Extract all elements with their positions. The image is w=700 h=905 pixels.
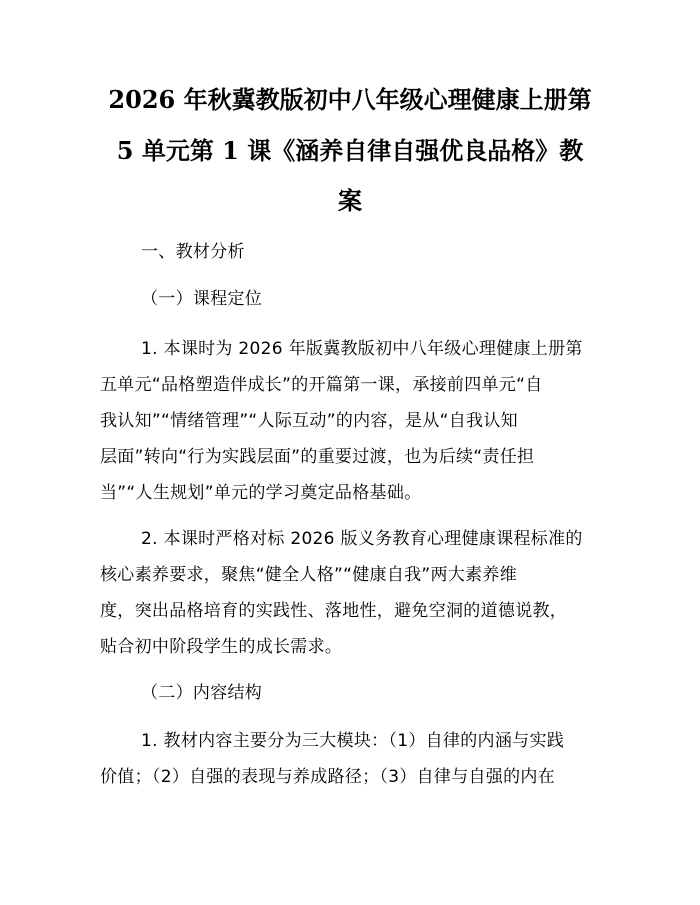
paragraph-2-line-2: 核心素养要求，聚焦“健全人格”“健康自我”两大素养维 (100, 565, 518, 585)
document-title-line-3: 案 (338, 186, 362, 215)
paragraph-1-line-4: 层面”转向“行为实践层面”的重要过渡，也为后续“责任担 (100, 447, 535, 467)
section-heading-1: 一、教材分析 (141, 242, 245, 262)
document-title-line-1: 2026 年秋冀教版初中八年级心理健康上册第 (108, 85, 592, 114)
paragraph-1-line-3: 我认知”“情绪管理”“人际互动”的内容，是从“自我认知 (100, 411, 518, 431)
paragraph-1-line-5: 当”“人生规划”单元的学习奠定品格基础。 (100, 483, 422, 503)
paragraph-2-line-4: 贴合初中阶段学生的成长需求。 (100, 637, 343, 657)
paragraph-1-line-2: 五单元“品格塑造伴成长”的开篇第一课，承接前四单元“自 (100, 375, 543, 395)
paragraph-1-line-1: 1. 本课时为 2026 年版冀教版初中八年级心理健康上册第 (141, 339, 583, 359)
subsection-heading-course-position: （一）课程定位 (141, 289, 263, 309)
document-title-line-2: 5 单元第 1 课《涵养自律自强优良品格》教 (116, 136, 584, 165)
paragraph-2-line-1: 2. 本课时严格对标 2026 版义务教育心理健康课程标准的 (141, 529, 583, 549)
paragraph-3-line-1: 1. 教材内容主要分为三大模块：（1）自律的内涵与实践 (141, 731, 565, 751)
subsection-heading-content-structure: （二）内容结构 (141, 683, 263, 703)
paragraph-2-line-3: 度，突出品格培育的实践性、落地性，避免空洞的道德说教， (100, 601, 568, 621)
paragraph-3-line-2: 价值；（2）自强的表现与养成路径；（3）自律与自强的内在 (100, 767, 556, 787)
